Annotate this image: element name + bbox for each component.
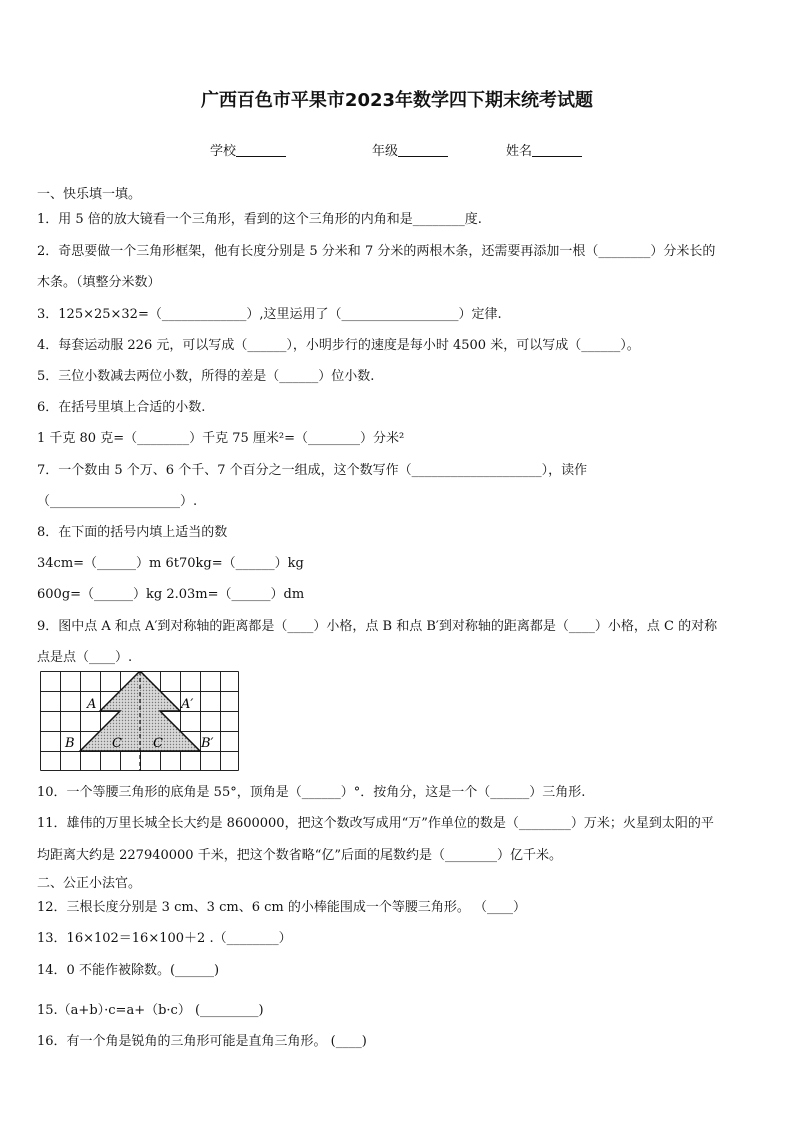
grade-blank (398, 143, 448, 157)
question-line: 34cm=（______）m 6t70kg=（______）kg (37, 556, 304, 571)
question-line: 4．每套运动服 226 元，可以写成（______），小明步行的速度是每小时 4500 米，可以写成（______）。 (37, 338, 640, 353)
question-line: 木条。（填整分米数） (37, 275, 161, 290)
question-line: （____________________）. (37, 494, 198, 509)
question-line: 一、快乐填一填。 (37, 187, 142, 202)
question-line: 1 千克 80 克=（________）千克 75 厘米²=（________）分米² (37, 431, 405, 446)
question-line: 2．奇思要做一个三角形框架，他有长度分别是 5 分米和 7 分米的两根木条，还需要再添加一根（________）分米长的 (37, 244, 716, 259)
label-C-left: C (112, 736, 122, 751)
question-line: 11．雄伟的万里长城全长大约是 8600000，把这个数改写成用“万”作单位的数是（________）万米；火星到太阳的平 (37, 816, 714, 831)
question-line: 12．三根长度分别是 3 cm、3 cm、6 cm 的小棒能围成一个等腰三角形。 （____） (37, 900, 526, 915)
name-label: 姓名 (506, 144, 533, 159)
question-line: 14．0 不能作被除数。(______) (37, 963, 220, 978)
question-line: 9．图中点 A 和点 A′到对称轴的距离都是（____）小格，点 B 和点 B′到对称轴的距离都是（____）小格，点 C 的对称 (37, 619, 718, 634)
label-A-prime: A′ (181, 697, 194, 712)
question-line: 10．一个等腰三角形的底角是 55°，顶角是（______）°．按角分，这是一个（______）三角形. (37, 785, 586, 800)
question-line: 600g=（______）kg 2.03m=（______）dm (37, 587, 305, 602)
question-line: 6．在括号里填上合适的小数. (37, 400, 206, 415)
question-line: 13．16×102＝16×100＋2 .（________） (37, 931, 292, 946)
symmetry-grid-figure (40, 671, 240, 773)
question-line: 3．125×25×32=（_____________）,这里运用了（__________________）定律. (37, 307, 502, 322)
question-line: 7．一个数由 5 个万、6 个千、7 个百分之一组成，这个数写作（____________________），读作 (37, 463, 588, 478)
question-line: 15.（a+b）·c=a+（b·c） (_________) (37, 1003, 264, 1018)
school-label: 学校 (210, 144, 237, 159)
question-line: 5．三位小数减去两位小数，所得的差是（______）位小数. (37, 369, 375, 384)
question-line: 二、公正小法官。 (37, 876, 142, 891)
grade-label: 年级 (372, 144, 399, 159)
label-C-right: C (153, 736, 163, 751)
name-blank (532, 143, 582, 157)
name-field (506, 140, 582, 159)
grade-field (372, 140, 448, 159)
label-B: B (65, 736, 75, 751)
page-title: 广西百色市平果市2023年数学四下期末统考试题 (200, 90, 594, 111)
school-field (210, 140, 286, 159)
question-line: 均距离大约是 227940000 千米，把这个数省略“亿”后面的尾数约是（________）亿千米。 (37, 848, 562, 863)
label-A: A (87, 697, 97, 712)
label-B-prime: B′ (201, 736, 214, 751)
question-line: 8．在下面的括号内填上适当的数 (37, 525, 228, 540)
question-line: 1．用 5 倍的放大镜看一个三角形，看到的这个三角形的内角和是________度. (37, 212, 482, 227)
question-line: 点是点（____）. (37, 650, 133, 665)
question-line: 16．有一个角是锐角的三角形可能是直角三角形。 (____) (37, 1034, 367, 1049)
school-blank (236, 143, 286, 157)
